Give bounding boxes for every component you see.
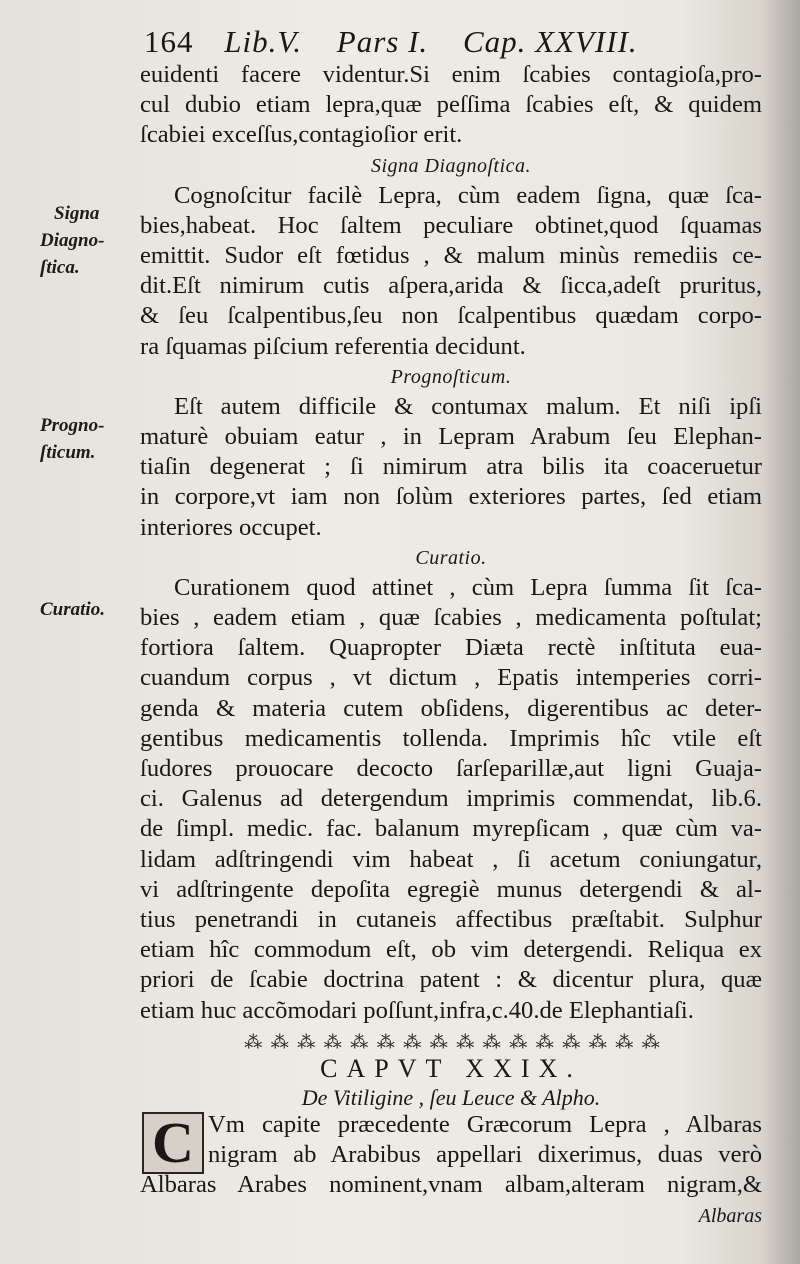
text-line: in corpore,vt iam non ſolùm exteriores partes, ſed etiam xyxy=(140,483,762,511)
drop-initial: C xyxy=(142,1112,204,1174)
margin-note-line: Curatio. xyxy=(40,599,105,620)
chapter-text xyxy=(140,1110,762,1231)
text-line: cul dubio etiam lepra,quæ peſſima ſcabies eſt, & quidem xyxy=(140,91,762,119)
running-head xyxy=(144,24,744,60)
main-text xyxy=(140,60,762,1026)
text-line: Vm capite præcedente Græcorum Lepra , Albaras xyxy=(208,1111,762,1138)
text-line: tius penetrandi in cutaneis affectibus præſtabit. Sulphur xyxy=(140,906,762,934)
text-line: ſcabiei exceſſus,contagioſior erit. xyxy=(140,121,463,149)
text-line: & ſeu ſcalpentibus,ſeu non ſcalpentibus quædam corpo- xyxy=(140,302,762,330)
chapter-title: CAPVT XXIX. xyxy=(320,1054,582,1083)
text-line: de ſimpl. medic. fac. balanum myrepſicam , quæ cùm va- xyxy=(140,815,762,843)
part-label: Pars I. xyxy=(336,24,429,59)
margin-note-diagnostica xyxy=(40,200,104,281)
text-line: Curationem quod attinet , cùm Lepra ſumma ſit ſca- xyxy=(174,573,762,601)
text-line: ſudores prouocare decocto ſarſeparillæ,aut ligni Guaja- xyxy=(140,755,762,783)
text-line: nigram ab Arabibus appellari dixerimus, duas verò xyxy=(208,1141,762,1169)
margin-note-line: Signa xyxy=(54,203,100,224)
section-heading-diagnostica: Signa Diagnoſtica. xyxy=(370,154,532,177)
text-line: Eſt autem difficile & contumax malum. Et niſi ipſi xyxy=(174,392,762,420)
page-number: 164 xyxy=(144,24,194,59)
text-line: priori de ſcabie doctrina patent : & dicentur plura, quæ xyxy=(140,966,762,994)
margin-note-line: Diagno- xyxy=(40,230,105,251)
catchword: Albaras xyxy=(698,1204,762,1227)
text-line: fortiora ſaltem. Quapropter Diæta rectè inſtituta eua- xyxy=(140,634,762,662)
text-line: etiam hîc commodum eſt, ob vim detergendi. Reliqua ex xyxy=(140,936,762,964)
text-line: interiores occupet. xyxy=(140,513,322,541)
text-line: bies , eadem etiam , quæ ſcabies , medicamenta poſtulat; xyxy=(140,604,762,632)
text-line: bies,habeat. Hoc ſaltem peculiare obtinet,quod ſquamas xyxy=(140,211,762,239)
margin-note-line: Progno- xyxy=(40,415,105,436)
margin-note-prognosticum xyxy=(40,412,104,466)
text-line: Cognoſcitur facilè Lepra, cùm eadem ſigna, quæ ſca- xyxy=(174,181,762,209)
ornament-divider: ⁂ ⁂ ⁂ ⁂ ⁂ ⁂ ⁂ ⁂ ⁂ ⁂ ⁂ ⁂ ⁂ ⁂ ⁂ ⁂ xyxy=(244,1032,662,1052)
margin-note-line: ſticum. xyxy=(40,442,96,463)
text-line: cuandum corpus , vt dictum , Epatis intemperies corri- xyxy=(140,664,762,692)
text-line: vi adſtringente depoſita egregiè munus detergendi & al- xyxy=(140,875,762,903)
margin-note-line: ſtica. xyxy=(40,257,80,278)
text-line: lidam adſtringendi vim habeat , ſi acetum coniungatur, xyxy=(140,845,762,873)
chapter-label: Cap. XXVIII. xyxy=(462,24,638,59)
text-line: tiaſin degenerat ; ſi nimirum atra bilis ita coaceruetur xyxy=(140,453,762,481)
book-label: Lib.V. xyxy=(224,24,303,59)
text-line: gentibus medicamentis tollenda. Imprimis hîc vtile eſt xyxy=(140,724,762,752)
section-heading-prognosticum: Prognoſticum. xyxy=(390,365,512,388)
text-line: etiam huc accõmodari poſſunt,infra,c.40.de Elephantiaſi. xyxy=(140,996,694,1024)
margin-note-curatio xyxy=(40,596,105,623)
text-line: ci. Galenus ad detergendum imprimis commendat, lib.6. xyxy=(140,785,762,813)
text-line: maturè obuiam eatur , in Lepram Arabum ſeu Elephan- xyxy=(140,423,762,451)
text-line: dit.Eſt nimirum cutis aſpera,arida & ſicca,adeſt pruritus, xyxy=(140,272,762,300)
text-line: ra ſquamas piſcium referentia decidunt. xyxy=(140,332,526,360)
text-line: genda & materia cutem obſidens, digerentibus ac deter- xyxy=(140,694,762,722)
text-line: emittit. Sudor eſt fœtidus , & malum minùs remediis ce- xyxy=(140,242,762,270)
section-heading-curatio: Curatio. xyxy=(415,546,487,569)
text-line: euidenti facere videntur.Si enim ſcabies contagioſa,pro- xyxy=(140,61,762,88)
text-line: Albaras Arabes nominent,vnam albam,alteram nigram,& xyxy=(140,1171,762,1199)
chapter-subtitle: De Vitiligine , ſeu Leuce & Alpho. xyxy=(301,1085,601,1110)
